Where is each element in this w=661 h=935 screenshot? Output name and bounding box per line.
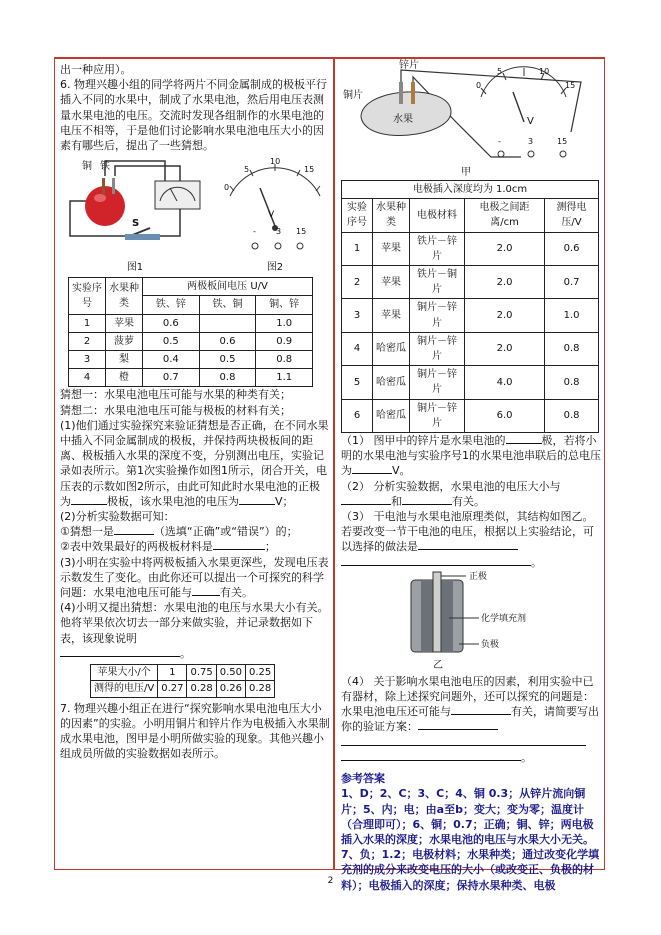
label-copper: 铜片 (343, 90, 363, 101)
cell: 0.7 (143, 369, 200, 387)
table-title: 电极插入深度均为 1.0cm (342, 181, 599, 199)
cell: 苹果大小/个 (91, 665, 158, 681)
cell: 橙 (106, 369, 143, 387)
label-zinc: 锌片 (399, 60, 419, 71)
header-no: 实验序号 (69, 278, 106, 314)
terminal-neg: - (253, 226, 256, 236)
figure-2-caption: 图2 (266, 262, 284, 274)
sub-header: 铜、锌 (256, 296, 313, 314)
table-row (69, 351, 313, 369)
answer-blank[interactable] (418, 549, 518, 550)
cell: 苹果 (373, 232, 410, 265)
answer-text: 1、D；2、C；3、C；4、铜 0.3；从锌片流向铜片；5、内；电；由a至b；变大；变为零；温度计（合理即可）；6、铜；0.7；正确；铜、锌；两电极插入水果的深度；水果电池的电压与水果大小无关。7、负；1.2；电极材料；水果种类；通过改变化学填充剂的成分来改变电压的大小（或改变正、负极的材料）；电极插入的深度；保持水果种类、电极 (341, 787, 600, 892)
cell: 1 (342, 232, 373, 265)
cell: 0.6 (545, 232, 599, 265)
text: （1） 图甲中的锌片是水果电池的 (341, 434, 506, 448)
answer-blank[interactable] (451, 714, 511, 715)
answer-blank[interactable] (71, 504, 107, 505)
cell: 0.6 (199, 332, 256, 350)
answer-blank[interactable] (341, 760, 521, 761)
cell: 2.0 (465, 332, 545, 365)
terminal-3: 3 (276, 226, 282, 236)
dial-tick-10: 10 (270, 156, 281, 166)
cell: 0.8 (199, 369, 256, 387)
cell: 2 (69, 332, 106, 350)
cell: 1.1 (256, 369, 313, 387)
q7-part-1 (341, 433, 603, 479)
dial-tick-15: 15 (304, 164, 315, 174)
figure-yi (341, 570, 591, 674)
answer-blank[interactable] (114, 534, 154, 535)
cell: 0.25 (246, 665, 275, 681)
cell: 铁片－铜片 (410, 266, 465, 299)
header-cell: 电极之间距离/cm (465, 199, 545, 232)
cell: 0.28 (246, 681, 275, 697)
label-switch: S (132, 217, 140, 229)
cell: 4 (69, 369, 106, 387)
text: ； (264, 540, 276, 554)
cell: 4.0 (465, 366, 545, 399)
text: V。 (392, 464, 411, 478)
table-row (342, 332, 599, 365)
answer-blank[interactable] (213, 549, 265, 550)
meter-tick-15: 15 (565, 81, 576, 90)
label-chemical: 化学填充剂 (481, 613, 527, 624)
cell: 铜片－锌片 (410, 366, 465, 399)
q7-part-2 (341, 479, 603, 509)
cell: 0.6 (143, 314, 200, 332)
label-iron: 铁 (100, 160, 110, 172)
answer-blank[interactable] (341, 565, 531, 566)
cell: 0.5 (143, 332, 200, 350)
cell (199, 314, 256, 332)
cell: 苹果 (373, 299, 410, 332)
table-row (342, 299, 599, 332)
answer-blank[interactable] (418, 729, 498, 730)
table-row (69, 369, 313, 387)
part-1-text-b: 极板，该水果电池的电压为 (107, 494, 239, 508)
table-row (91, 681, 275, 697)
table-row (91, 665, 275, 681)
right-column (341, 62, 603, 893)
dial-tick-0: 0 (224, 182, 230, 192)
cell: 0.8 (256, 351, 313, 369)
text: 和 (391, 494, 402, 508)
figure-2 (220, 156, 330, 275)
terminal-neg: - (498, 137, 501, 146)
cell: 2.0 (465, 266, 545, 299)
meter-tick-0: 0 (476, 81, 482, 90)
answer-blank[interactable] (60, 656, 180, 657)
cell: 1 (158, 665, 187, 681)
table-1 (68, 277, 313, 387)
header-voltage: 两极板间电压 U/V (143, 278, 313, 296)
text-line: 出一种应用）。 (60, 63, 132, 76)
header-fruit: 水果种类 (106, 278, 143, 314)
cell: 1.0 (256, 314, 313, 332)
cell: 0.5 (199, 351, 256, 369)
cell: 0.27 (158, 681, 187, 697)
cell: 菠萝 (106, 332, 143, 350)
table-row (342, 366, 599, 399)
q7-part-4: （4） 关于影响水果电池电压的因素，利用实验中已有器材，除上述探究问题外，还可以探究的问题是：水果电池电压还可能与 有关，请简要写出你的验证方案： 。 (341, 674, 599, 764)
terminal-15: 15 (557, 137, 568, 146)
cell: 铜片－锌片 (410, 332, 465, 365)
guess-2: 猜想二：水果电池电压可能与极板的材料有关； (60, 403, 291, 417)
answer-blank[interactable] (506, 443, 542, 444)
cell: 铜片－锌片 (410, 399, 465, 432)
figure-jia-caption: 甲 (461, 167, 471, 178)
text: ①猜想一是 (60, 525, 114, 539)
cell: 6 (342, 399, 373, 432)
sub-header: 铁、铜 (199, 296, 256, 314)
figure-jia (341, 62, 591, 180)
table-3 (341, 180, 599, 433)
table-header (342, 199, 599, 232)
figure-yi-caption: 乙 (433, 659, 443, 671)
page-number: 2 (327, 876, 334, 886)
cell: 4 (342, 332, 373, 365)
cell: 0.9 (256, 332, 313, 350)
cell: 0.28 (187, 681, 216, 697)
cell: 哈密瓜 (373, 332, 410, 365)
text: （3） 干电池与水果电池原理类似，其结构如图乙。若要改变一节干电池的电压，根据以上实验结论，可以选择的做法是 (341, 510, 594, 554)
label-fruit: 水果 (393, 114, 413, 125)
part-1-text-c: V； (275, 494, 294, 508)
cell: 0.7 (545, 266, 599, 299)
terminal-15: 15 (296, 226, 307, 236)
column-divider (333, 58, 335, 870)
part-2a (60, 524, 330, 539)
cell: 哈密瓜 (373, 399, 410, 432)
text: 有关，请简要写出你的验证方案： (341, 705, 599, 734)
figure-row (60, 157, 330, 275)
text: 。 (531, 555, 542, 569)
fruit-battery-diagram (341, 62, 591, 167)
q7-part-3 (341, 509, 603, 570)
part-4 (60, 600, 330, 661)
cell: 0.4 (143, 351, 200, 369)
terminal-3: 3 (528, 137, 534, 146)
text: （选填“正确”或“错误”）的； (153, 525, 298, 539)
cell: 2 (342, 266, 373, 299)
cell: 6.0 (465, 399, 545, 432)
answer-blank[interactable] (192, 595, 220, 596)
dial-tick-5: 5 (244, 164, 250, 174)
sub-header: 铁、锌 (143, 296, 200, 314)
text: （2） 分析实验数据，水果电池的电压大小与 (341, 479, 561, 493)
text: 有关。 (452, 494, 485, 508)
table-row (69, 314, 313, 332)
question-7: 7. 物理兴趣小组正在进行“探究影响水果电池电压大小的因素”的实验。小明用铜片和锌片作为电极插入水果制成水果电池，图甲是小明所做实验的现象。其他兴趣小组成员所做的实验数据如表所示。 (60, 701, 330, 761)
cell: 1 (69, 314, 106, 332)
cell: 0.8 (545, 366, 599, 399)
part-1-text: (1)他们通过实验探究来验证猜想是否正确，在不同水果中插入不同金属制成的极板，并保持两块极板间的距离、极板插入水果的深度不变，分别测出电压，实验记录如表所示。第1次实验操作如图1所示，闭合开关，电压表的示数如图2所示，由此可知此时水果电池的正极为 (60, 418, 329, 508)
cell: 苹果 (373, 266, 410, 299)
dial-unit: V (268, 209, 275, 220)
cell: 铁片－锌片 (410, 232, 465, 265)
text: （4） 关于影响水果电池电压的因素，利用实验中已有器材，除上述探究问题外，还可以探究的问题是：水果电池电压还可能与 (341, 674, 594, 719)
part-2: (2)分析实验数据可知： (60, 510, 175, 524)
cell: 测得的电压/V (91, 681, 158, 697)
answer-title: 参考答案 (341, 772, 385, 786)
figure-1 (60, 156, 210, 275)
guess-1: 猜想一：水果电池电压可能与水果的种类有关； (60, 388, 291, 402)
cell: 0.75 (187, 665, 216, 681)
label-copper: 铜 (82, 160, 92, 172)
cell: 2.0 (465, 299, 545, 332)
answer-blank[interactable] (341, 745, 586, 746)
cell: 3 (69, 351, 106, 369)
part-3 (60, 555, 330, 601)
text: 有关。 (220, 586, 253, 600)
answer-blank[interactable] (341, 504, 391, 505)
cell: 1.0 (545, 299, 599, 332)
answer-blank[interactable] (352, 473, 392, 474)
table-2 (90, 664, 275, 697)
text: 极，若将小明的水果电池与实验序号1的水果电池串联后的总电压为 (341, 434, 601, 478)
part-2b (60, 539, 330, 554)
label-negative: 负极 (481, 639, 500, 650)
cell: 2.0 (465, 232, 545, 265)
table-row (342, 399, 599, 432)
answer-blank[interactable] (239, 504, 275, 505)
text: ②表中效果最好的两极板材料是 (60, 540, 213, 554)
cell: 梨 (106, 351, 143, 369)
question-6-intro: 6. 物理兴趣小组的同学将两片不同金属制成的极板平行插入不同的水果中，制成了水果电池，然后用电压表测量水果电池的电压。交流时发现各组制作的水果电池的电压不相等，于是他们讨论影响水果电池电压大小的因素有哪些后，提出了一些猜想。 (60, 78, 327, 153)
text: (3)小明在实验中将两极板插入水果更深些，发现电压表示数发生了变化。由此你还可以提出一个可探究的科学问题：水果电池电压可能与 (60, 555, 329, 600)
cell: 3 (342, 299, 373, 332)
header-cell: 测得电压/V (545, 199, 599, 232)
part-1 (60, 418, 330, 509)
table-row (342, 266, 599, 299)
meter-tick-10: 10 (539, 67, 550, 76)
text: 。 (180, 646, 191, 660)
table-row (69, 332, 313, 350)
cell: 0.50 (216, 665, 245, 681)
table-row (342, 232, 599, 265)
cell: 0.8 (545, 399, 599, 432)
cell: 0.26 (216, 681, 245, 697)
dry-cell-diagram (341, 570, 591, 660)
cell: 哈密瓜 (373, 366, 410, 399)
cell: 苹果 (106, 314, 143, 332)
figure-1-caption: 图1 (126, 262, 144, 274)
cell: 铜片－锌片 (410, 299, 465, 332)
header-cell: 实验序号 (342, 199, 373, 232)
meter-tick-5: 5 (497, 67, 503, 76)
cell: 5 (342, 366, 373, 399)
cell: 0.8 (545, 332, 599, 365)
text: (4)小明又提出猜想：水果电池的电压与水果大小有关。他将苹果依次切去一部分来做实验，并记录数据如下表，该现象说明 (60, 601, 329, 645)
meter-unit: V (527, 116, 534, 127)
label-positive: 正极 (469, 571, 488, 582)
header-cell: 电极材料 (410, 199, 465, 232)
answer-blank[interactable] (402, 504, 452, 505)
left-column (60, 62, 330, 761)
header-cell: 水果种类 (373, 199, 410, 232)
